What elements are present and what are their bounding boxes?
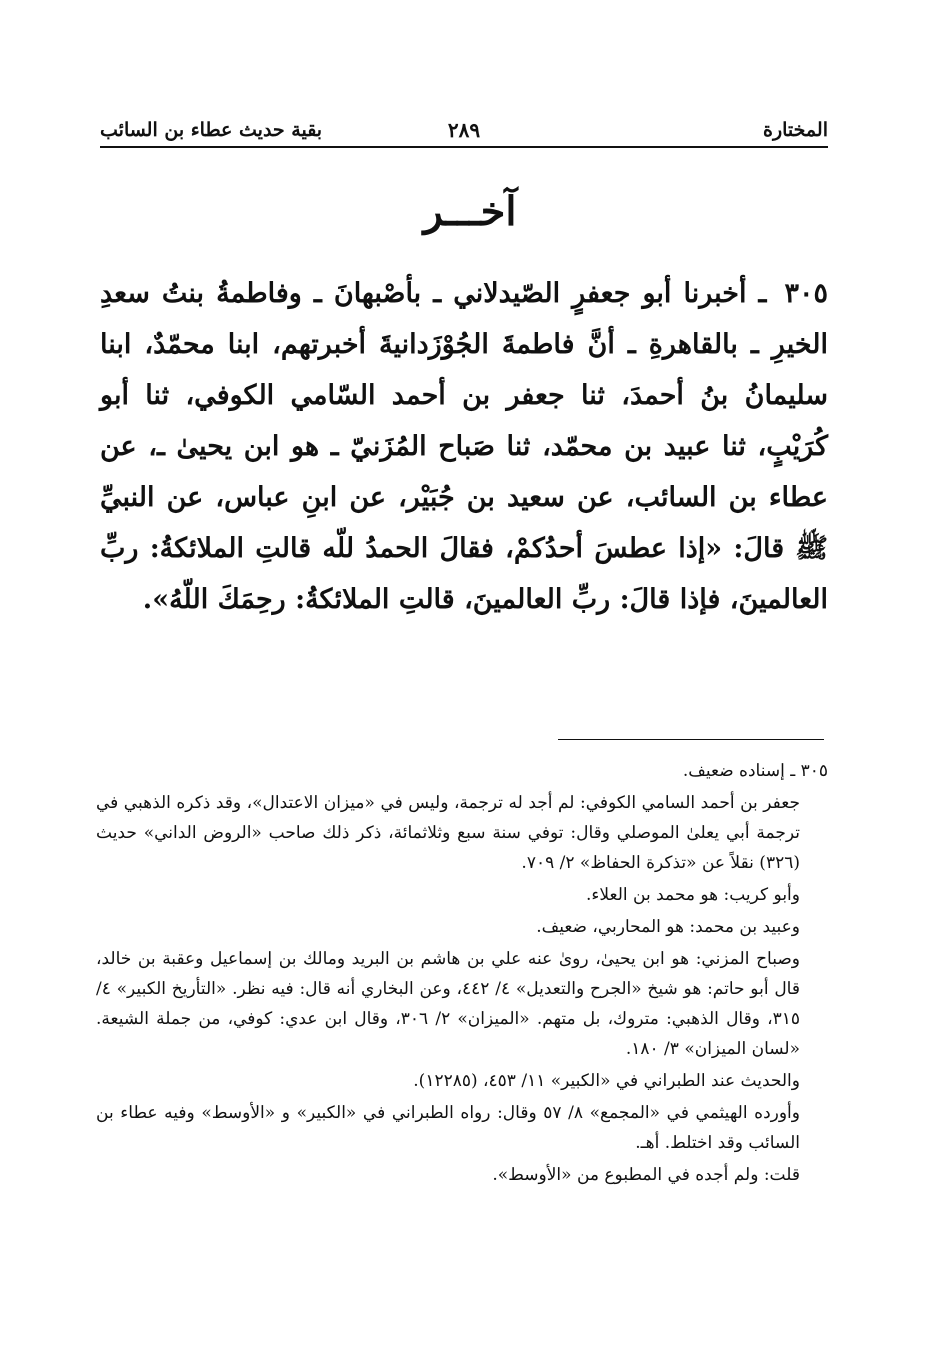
footnote-line: وصباح المزني: هو ابن يحيىٰ، روىٰ عنه علي بن هاشم بن البريد ومالك بن إسماعيل وعقبة بن خالد، قال أبو حاتم: هو شيخ «الجرح والتعديل» ٤/ ٤٤٢، وعن البخاري أنه قال: فيه نظر. «التأريخ الكبير» ٤/ ٣١٥، وقال الذهبي: متروك، بل متهم. «الميزان» ٢/ ٣٠٦، وقال ابن عدي: كوفي، من جملة الشيعة. «لسان الميزان» ٣/ ١٨٠.: [96, 949, 800, 1059]
hadith-number: ٣٠٥: [784, 278, 828, 309]
footnote-line: وأبو كريب: هو محمد بن العلاء.: [586, 885, 800, 905]
footnote-line: قلت: ولم أجده في المطبوع من «الأوسط».: [492, 1165, 800, 1185]
page-number: ٢٨٩: [447, 118, 481, 142]
footnote-line: ٣٠٥ ـ إسناده ضعيف.: [682, 761, 828, 781]
footnotes: [96, 756, 828, 1192]
footnote-separator: [558, 739, 824, 740]
hadith-text-block: [100, 268, 828, 625]
running-header: [100, 108, 828, 148]
footnote-line: وعبيد بن محمد: هو المحاربي، ضعيف.: [536, 917, 800, 937]
footnote-line: جعفر بن أحمد السامي الكوفي: لم أجد له ترجمة، وليس في «ميزان الاعتدال»، وقد ذكره الذهبي في ترجمة أبي يعلىٰ الموصلي وقال: توفي سنة سبع وثلاثمائة، ذكر ذلك صاحب «الروض الداني» حديث (٣٢٦) نقلاً عن «تذكرة الحفاظ» ٢/ ٧٠٩.: [96, 793, 800, 873]
chapter-title: بقية حديث عطاء بن السائب: [100, 119, 323, 141]
footnote-line: وأورده الهيثمي في «المجمع» ٨/ ٥٧ وقال: رواه الطبراني في «الكبير» و «الأوسط» وفيه عطاء بن السائب وقد اختلط. أهـ.: [96, 1103, 800, 1153]
hadith-text: ـ أخبرنا أبو جعفرٍ الصّيدلاني ـ بأصْبهانَ ـ وفاطمةُ بنتُ سعدِ الخيرِ ـ بالقاهرةِ ـ أنَّ فاطمةَ الجُوْزَدانيةَ أخبرتهم، ابنا محمّدٌ، ابنا سليمانُ بنُ أحمدَ، ثنا جعفر بن أحمد السّامي الكوفي، ثنا أبو كُرَيْبٍ، ثنا عبيد بن محمّد، ثنا صَباح المُزَنيّ ـ هو ابن يحيىٰ ـ، عن عطاء بن السائب، عن سعيد بن جُبَيْر، عن ابنِ عباس، عن النبيِّ ﷺ قالَ: «إذا عطسَ أحدُكمْ، فقالَ الحمدُ للّه قالتِ الملائكةُ: ربِّ العالمينَ، فإذا قالَ: ربِّ العالمينَ، قالتِ الملائكةُ: رحِمَكَ اللّهُ».: [100, 278, 828, 615]
section-title: آخـــر: [423, 188, 517, 235]
footnote-line: والحديث عند الطبراني في «الكبير» ١١/ ٤٥٣، (١٢٢٨٥).: [413, 1071, 800, 1091]
book-title: المختارة: [763, 119, 828, 141]
